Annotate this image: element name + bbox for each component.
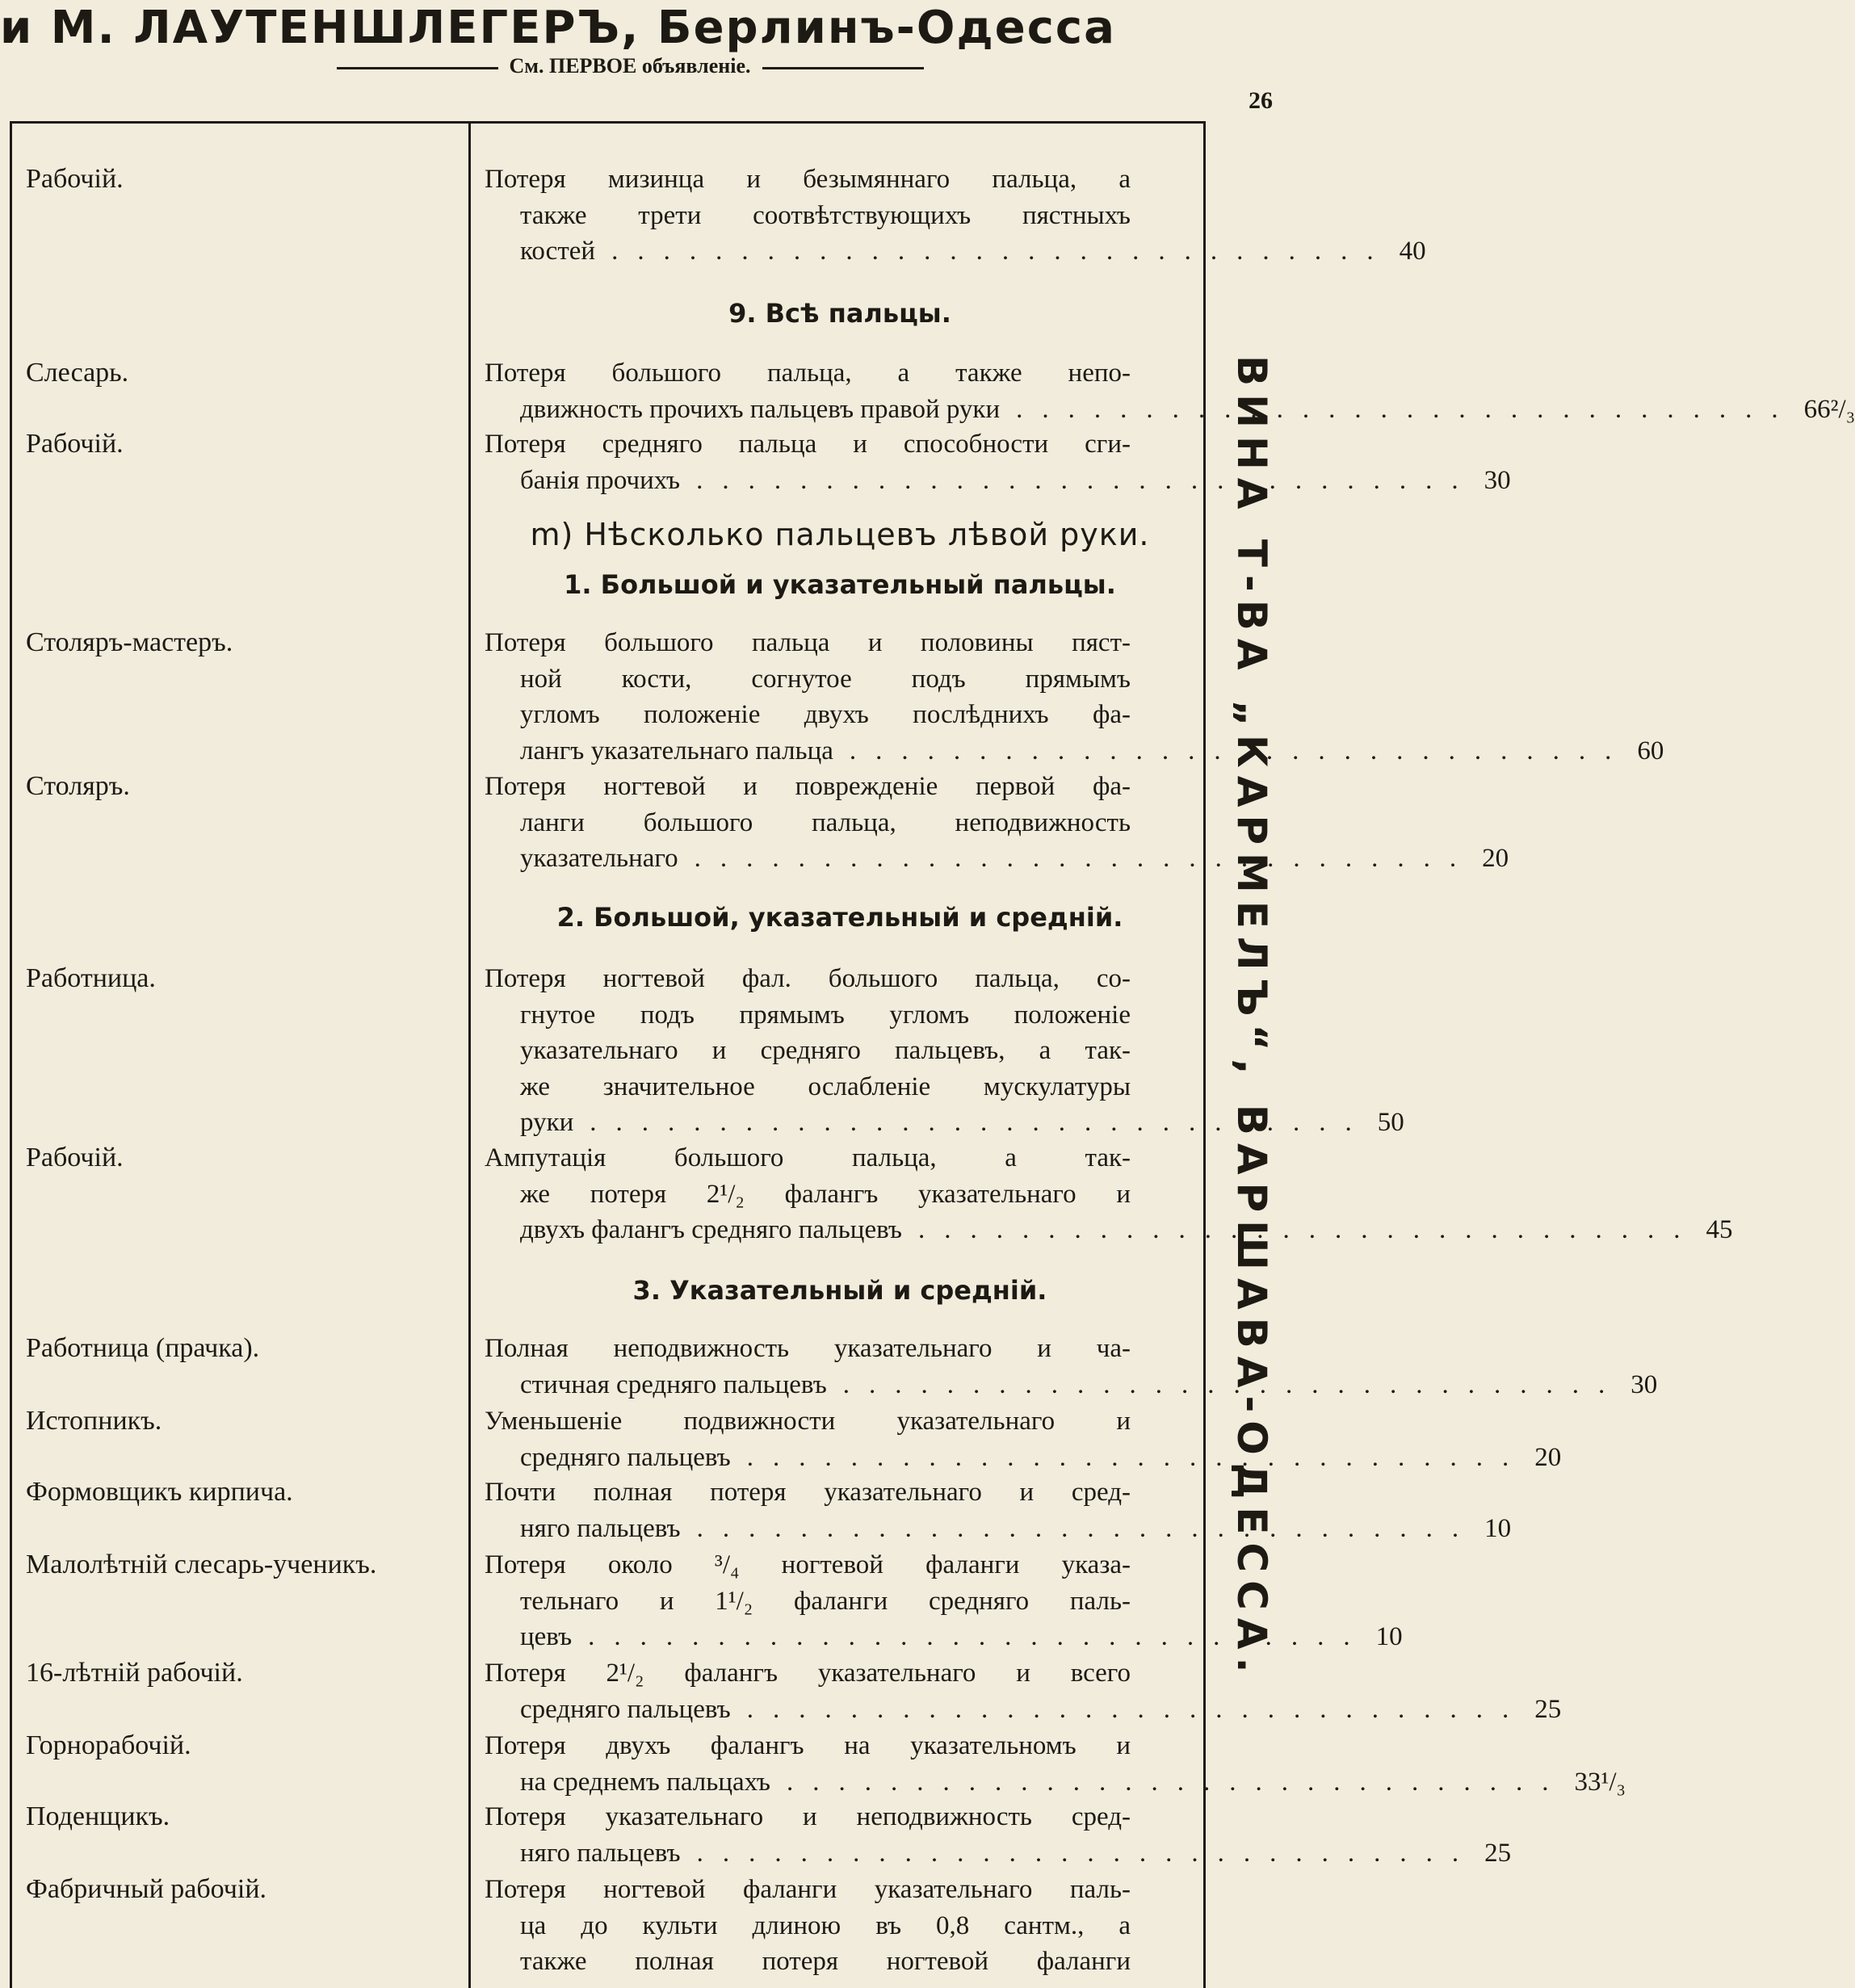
percentage-value: 10 (1375, 1622, 1403, 1651)
percentage-value: 30 (1484, 465, 1511, 495)
injury-entry (485, 1872, 1131, 1980)
entry-line: ланги большого пальца, неподвижность (520, 807, 1131, 837)
entry-last-line (485, 1440, 1562, 1476)
worker-label: Работница (прачка). (26, 1333, 260, 1363)
entry-last-text: средняго пальцевъ (520, 1694, 731, 1724)
entry-line: Уменьшеніе подвижности указательнаго и (485, 1407, 1131, 1436)
injury-entry (485, 1474, 1512, 1546)
section-heading: 3. Указательный и средній. (632, 1275, 1047, 1306)
injury-entry (485, 625, 1664, 769)
table-top-rule (10, 121, 1205, 124)
injury-entry (485, 1403, 1562, 1475)
entry-line: Потеря около ³/₄ ногтевой фаланги указа- (485, 1550, 1131, 1579)
entry-line: указательнаго и средняго пальцевъ, а так- (520, 1036, 1131, 1065)
entry-last-text: двухъ фалангъ средняго пальцевъ (520, 1215, 902, 1244)
injury-entry (485, 426, 1511, 498)
entry-last-text: цевъ (520, 1622, 573, 1651)
leader-dots: .............................. (694, 844, 1476, 873)
entry-last-text: няго пальцевъ (520, 1513, 681, 1543)
worker-label: Формовщикъ кирпича. (26, 1477, 293, 1507)
entry-line: Потеря ногтевой фаланги указательнаго паль- (485, 1875, 1131, 1904)
entry-last-line (485, 1619, 1403, 1655)
entry-last-line (485, 1764, 1626, 1801)
entry-line: Потеря ногтевой и поврежденіе первой фа- (485, 772, 1131, 801)
entry-line: также полная потеря ногтевой фаланги (520, 1947, 1131, 1976)
advertisement-subtitle (0, 50, 1260, 82)
injury-entry (485, 1140, 1733, 1248)
entry-last-text: стичная средняго пальцевъ (520, 1369, 827, 1399)
entry-line: Потеря большого пальца и половины пяст- (485, 628, 1131, 657)
percentage-value: 20 (1482, 844, 1509, 873)
leader-dots: .............................. (917, 1215, 1700, 1244)
entry-last-line (485, 1367, 1658, 1403)
advertisement-title: и М. ЛАУТЕНШЛЕГЕРЪ, Берлинъ-Одесса (0, 2, 1116, 54)
entry-line: гнутое подъ прямымъ угломъ положеніе (520, 1000, 1131, 1030)
entry-line: ца до культи длиною въ 0,8 сантм., а (520, 1910, 1131, 1940)
leader-dots: .............................. (849, 736, 1631, 765)
entry-last-line (485, 392, 1855, 428)
worker-label: Слесарь. (26, 358, 129, 388)
leader-dots: .............................. (696, 1513, 1479, 1543)
percentage-value: 45 (1706, 1215, 1733, 1244)
injury-entry (485, 961, 1404, 1141)
entry-line: Почти полная потеря указательнаго и сред- (485, 1478, 1131, 1507)
worker-label: Рабочій. (26, 429, 124, 459)
rule-left (337, 67, 498, 69)
percentage-value: 20 (1534, 1442, 1562, 1472)
entry-line: Потеря ногтевой фал. большого пальца, со- (485, 964, 1131, 993)
entry-last-line (485, 1835, 1512, 1872)
injury-entry (485, 769, 1509, 877)
entry-line: Потеря указательнаго и неподвижность сред- (485, 1802, 1131, 1831)
percentage-value: 10 (1484, 1513, 1512, 1543)
vertical-advertisement: ВИНА Т-ВА „КАРМЕЛЪ“, ВАРШАВА-ОДЕССА. (1228, 355, 1275, 1681)
leader-dots: .............................. (746, 1442, 1529, 1472)
entry-last-line (485, 233, 1426, 270)
leader-dots: .............................. (696, 465, 1478, 495)
worker-label: Горнорабочій. (26, 1730, 191, 1760)
entry-line: же потеря 2¹/₂ фалангъ указательнаго и (520, 1179, 1131, 1209)
percentage-value: 40 (1399, 237, 1426, 266)
leader-dots: .............................. (588, 1622, 1370, 1651)
worker-label: Поденщикъ. (26, 1801, 170, 1831)
page-number: 26 (1249, 87, 1273, 114)
leader-dots: .............................. (786, 1767, 1568, 1797)
percentage-value: 25 (1534, 1694, 1562, 1724)
injury-entry (485, 1799, 1512, 1871)
entry-line: Потеря 2¹/₂ фалангъ указательнаго и всего (485, 1659, 1131, 1688)
entry-last-text: банія прочихъ (520, 465, 681, 495)
entry-last-text: няго пальцевъ (520, 1838, 681, 1868)
table-column-divider (468, 121, 471, 1988)
entry-line: Полная неподвижность указательнаго и ча- (485, 1334, 1131, 1363)
entry-last-line (485, 1105, 1404, 1141)
rule-right (762, 67, 924, 69)
leader-dots: .............................. (590, 1108, 1371, 1137)
entry-last-text: движность прочихъ пальцевъ правой руки (520, 394, 1001, 424)
injury-entry (485, 1655, 1562, 1727)
worker-label: Фабричный рабочій. (26, 1874, 267, 1904)
worker-label: Рабочій. (26, 164, 124, 194)
entry-last-text: костей (520, 237, 596, 266)
worker-label: Столяръ. (26, 771, 130, 801)
entry-line: Потеря мизинца и безымяннаго пальца, а (485, 165, 1131, 194)
entry-line: Потеря большого пальца, а также непо- (485, 359, 1131, 388)
percentage-value: 50 (1377, 1108, 1404, 1137)
injury-entry (485, 355, 1855, 427)
entry-line: Потеря средняго пальца и способности сги- (485, 430, 1131, 459)
entry-last-line (485, 841, 1509, 877)
entry-last-line (485, 733, 1664, 770)
injury-entry (485, 1331, 1658, 1403)
worker-label: Рабочій. (26, 1143, 124, 1172)
leader-dots: .............................. (842, 1369, 1625, 1399)
worker-label: 16-лѣтній рабочій. (26, 1658, 243, 1688)
percentage-value: 33¹/₃ (1574, 1767, 1626, 1797)
percentage-value: 66²/₃ (1803, 394, 1855, 424)
table-left-rule (10, 121, 12, 1988)
worker-label: Столяръ-мастеръ. (26, 627, 233, 657)
entry-last-line (485, 1212, 1733, 1248)
section-heading-main: m) Нѣсколько пальцевъ лѣвой руки. (530, 517, 1150, 552)
entry-last-text: указательнаго (520, 844, 678, 873)
entry-last-line (485, 1692, 1562, 1728)
entry-last-text: средняго пальцевъ (520, 1442, 731, 1472)
entry-last-text: на среднемъ пальцахъ (520, 1767, 770, 1797)
percentage-value: 60 (1637, 736, 1664, 765)
entry-line: также трети соотвѣтствующихъ пястныхъ (520, 200, 1131, 230)
entry-line: Ампутація большого пальца, а так- (485, 1143, 1131, 1172)
worker-label: Малолѣтній слесарь-ученикъ. (26, 1550, 377, 1579)
worker-label: Истопникъ. (26, 1406, 162, 1436)
leader-dots: .............................. (1016, 394, 1798, 424)
injury-entry (485, 1547, 1403, 1655)
entry-line: Потеря двухъ фалангъ на указательномъ и (485, 1731, 1131, 1760)
page-header (0, 0, 1260, 89)
advertisement-subtitle-text: См. ПЕРВОЕ объявленіе. (509, 54, 751, 78)
leader-dots: .............................. (696, 1838, 1479, 1868)
percentage-value: 30 (1630, 1369, 1658, 1399)
entry-line: тельнаго и 1¹/₂ фаланги средняго паль- (520, 1586, 1131, 1616)
injury-entry (485, 161, 1426, 270)
injury-entry (485, 1728, 1626, 1800)
entry-line: же значительное ослабленіе мускулатуры (520, 1072, 1131, 1101)
entry-last-text: руки (520, 1108, 574, 1137)
section-heading: 2. Большой, указательный и средній. (556, 902, 1123, 933)
entry-line: угломъ положеніе двухъ послѣднихъ фа- (520, 700, 1131, 729)
leader-dots: .............................. (746, 1694, 1529, 1724)
section-heading: 9. Всѣ пальцы. (728, 298, 951, 329)
entry-last-line (485, 463, 1511, 499)
section-heading: 1. Большой и указательный пальцы. (564, 569, 1116, 600)
entry-last-line (485, 1511, 1512, 1547)
entry-line: ной кости, согнутое подъ прямымъ (520, 664, 1131, 694)
leader-dots: .............................. (611, 237, 1393, 266)
percentage-value: 25 (1484, 1838, 1512, 1868)
entry-last-text: лангъ указательнаго пальца (520, 736, 833, 765)
worker-label: Работница. (26, 963, 156, 993)
